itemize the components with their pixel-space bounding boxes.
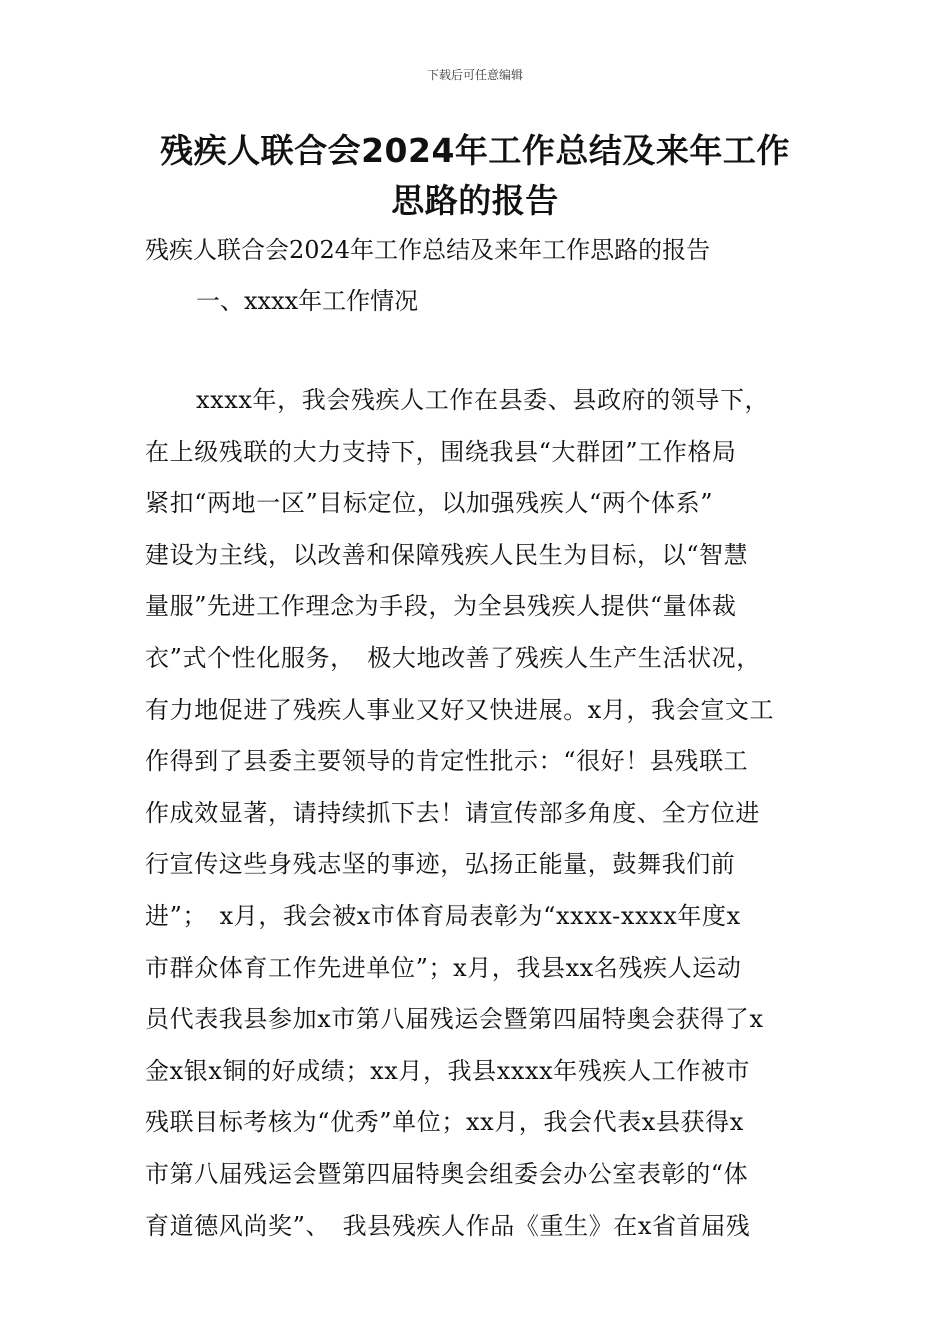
title-line-1: 残疾人联合会2024年工作总结及来年工作: [160, 131, 790, 170]
body-line: 建设为主线，以改善和保障残疾人民生为目标，以“智慧: [145, 540, 749, 569]
header-note: 下载后可任意编辑: [426, 68, 523, 82]
body-line: 作得到了县委主要领导的肯定性批示：“很好！县残联工: [145, 747, 749, 776]
body-line: 在上级残联的大力支持下，围绕我县“大群团”工作格局: [145, 437, 737, 466]
document-title: [120, 126, 830, 226]
body-line: 金x银x铜的好成绩；xx月，我县xxxx年残疾人工作被市: [145, 1056, 751, 1085]
body-line: xxxx年，我会残疾人工作在县委、县政府的领导下，: [196, 386, 770, 414]
body-line: 行宣传这些身残志坚的事迹，弘扬正能量，鼓舞我们前: [145, 850, 736, 879]
body-line: 育道德风尚奖”、 我县残疾人作品《重生》在x省首届残: [145, 1211, 751, 1240]
document-subtitle: 残疾人联合会2024年工作总结及来年工作思路的报告: [145, 236, 711, 264]
body-line: 员代表我县参加x市第八届残运会暨第四届特奥会获得了x: [145, 1005, 764, 1034]
body-line: 衣”式个性化服务， 极大地改善了残疾人生产生活状况，: [145, 643, 761, 672]
body-line: 残联目标考核为“优秀”单位；xx月，我会代表x县获得x: [145, 1108, 744, 1137]
body-line: 市第八届残运会暨第四届特奥会组委会办公室表彰的“体: [145, 1159, 749, 1188]
title-line-2: 思路的报告: [391, 181, 559, 220]
body-line: 有力地促进了残疾人事业又好又快进展。x月，我会宣文工: [145, 695, 775, 724]
body-line: 紧扣“两地一区”目标定位，以加强残疾人“两个体系”: [145, 489, 714, 518]
section-heading: 一、xxxx年工作情况: [196, 287, 419, 315]
body-line: 进”； x月，我会被x市体育局表彰为“xxxx-xxxx年度x: [145, 901, 741, 930]
body-line: 作成效显著，请持续抓下去！请宣传部多角度、全方位进: [145, 798, 760, 827]
body-paragraph: [145, 378, 815, 1255]
body-line: 量服”先进工作理念为手段，为全县残疾人提供“量体裁: [145, 592, 737, 621]
body-line: 市群众体育工作先进单位”；x月，我县xx名残疾人运动: [145, 953, 742, 982]
